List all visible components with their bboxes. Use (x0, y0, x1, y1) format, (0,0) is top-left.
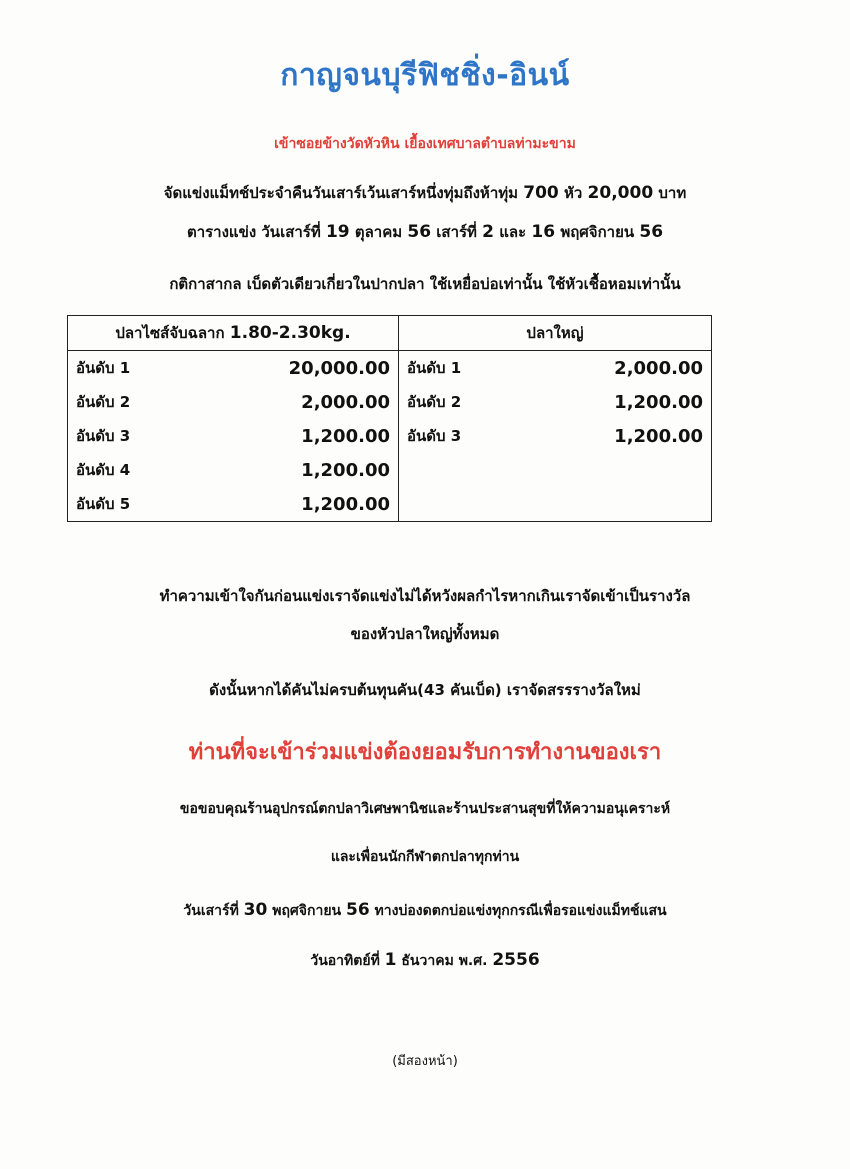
intro-line-2-d: และ (499, 223, 527, 241)
big-fish-header: ปลาใหญ่ (399, 316, 712, 351)
table-row (68, 453, 712, 487)
closure-line (0, 900, 850, 922)
intro-line-1-suffix: บาท (658, 184, 687, 202)
table-row (68, 487, 712, 522)
table-row (68, 351, 712, 386)
intro-line-2-b: ตุลาคม (354, 223, 403, 241)
note-line-1: ทำความเข้าใจกันก่อนแข่งเราจัดแข่งไม่ได้หวังผลกำไรหากเกินเราจัดเข้าเป็นรางวัล (159, 587, 691, 605)
left-amount: 1,200.00 (301, 459, 390, 481)
right-amount: 1,200.00 (614, 425, 703, 447)
note-line-3: ดังนั้นหากได้คันไม่ครบต้นทุนคัน(43 คันเบ็ด) เราจัดสรรรางวัลใหม่ (209, 681, 641, 699)
location-text: เข้าซอยข้างวัดหัวหิน เยื้องเทศบาลตำบลท่ามะขาม (274, 136, 576, 152)
intro-line-1-count: 700 (523, 183, 559, 203)
intro-line-2-c: เสาร์ที่ (436, 223, 477, 241)
page-title: กาญจนบุรีฟิชชิ่ง-อินน์ (280, 58, 570, 93)
intro-line-2-d2: 2 (482, 222, 495, 242)
intro-line-2-d3: 16 (531, 222, 556, 242)
right-amount: 1,200.00 (614, 391, 703, 413)
left-amount: 20,000.00 (288, 357, 390, 379)
closure-day: 30 (243, 900, 268, 920)
left-rank: อันดับ 5 (76, 495, 131, 513)
intro-line-1 (0, 181, 850, 205)
intro-line-1-mid: หัว (564, 184, 583, 202)
intro-line-2-e: พฤศจิกายน (560, 223, 635, 241)
intro-line-2-y1: 56 (407, 222, 432, 242)
right-amount: 2,000.00 (614, 357, 703, 379)
left-rank: อันดับ 4 (76, 461, 131, 479)
note-line-2: ของหัวปลาใหญ่ทั้งหมด (350, 625, 500, 643)
left-amount: 2,000.00 (301, 391, 390, 413)
closure-a: วันเสาร์ที่ (183, 903, 239, 919)
intro-line-3: กติกาสากล เบ็ดตัวเดียวเกี่ยวในปากปลา ใช้เหยื่อบ่อเท่านั้น ใช้หัวเชื้อหอมเท่านั้น (169, 275, 681, 293)
intro-line-1-amount: 20,000 (587, 183, 654, 203)
prize-table-header (68, 316, 712, 351)
right-rank: อันดับ 1 (407, 359, 462, 377)
draw-size-header (68, 316, 399, 351)
date-line (0, 950, 850, 972)
intro-line-2-a: ตารางแข่ง วันเสาร์ที่ (186, 223, 321, 241)
warning-text: ท่านที่จะเข้าร่วมแข่งต้องยอมรับการทำงานของเรา (188, 740, 662, 765)
date-b: ธันวาคม พ.ศ. (401, 953, 488, 969)
left-rank: อันดับ 1 (76, 359, 131, 377)
closure-c: ทางบ่องดตกบ่อแข่งทุกกรณีเพื่อรอแข่งแม็ทช์แสน (374, 903, 667, 919)
thanks-line-2: และเพื่อนนักกีฬาตกปลาทุกท่าน (330, 849, 520, 865)
date-a: วันอาทิตย์ที่ (310, 953, 380, 969)
draw-size-header-text: ปลาไซส์จับฉลาก (115, 324, 225, 342)
left-amount: 1,200.00 (301, 493, 390, 515)
table-row (68, 385, 712, 419)
date-year: 2556 (492, 950, 540, 970)
right-rank: อันดับ 2 (407, 393, 462, 411)
left-amount: 1,200.00 (301, 425, 390, 447)
left-rank: อันดับ 2 (76, 393, 131, 411)
intro-line-2-y2: 56 (639, 222, 664, 242)
intro-line-2-d1: 19 (325, 222, 350, 242)
right-rank: อันดับ 3 (407, 427, 462, 445)
intro-line-2 (0, 220, 850, 244)
thanks-line-1: ขอขอบคุณร้านอุปกรณ์ตกปลาวิเศษพานิชและร้านประสานสุขที่ให้ความอนุเคราะห์ (179, 801, 671, 817)
date-day: 1 (384, 950, 397, 970)
table-row (68, 419, 712, 453)
left-rank: อันดับ 3 (76, 427, 131, 445)
prize-table (67, 315, 712, 522)
two-pages-note: (มีสองหน้า) (392, 1054, 458, 1069)
intro-line-1-prefix: จัดแข่งแม็ทช์ประจำคืนวันเสาร์เว้นเสาร์หนึ่งทุ่มถึงห้าทุ่ม (163, 184, 519, 202)
closure-year: 56 (346, 900, 370, 920)
draw-size-header-range: 1.80-2.30kg. (229, 323, 351, 343)
closure-b: พฤศจิกายน (272, 903, 342, 919)
